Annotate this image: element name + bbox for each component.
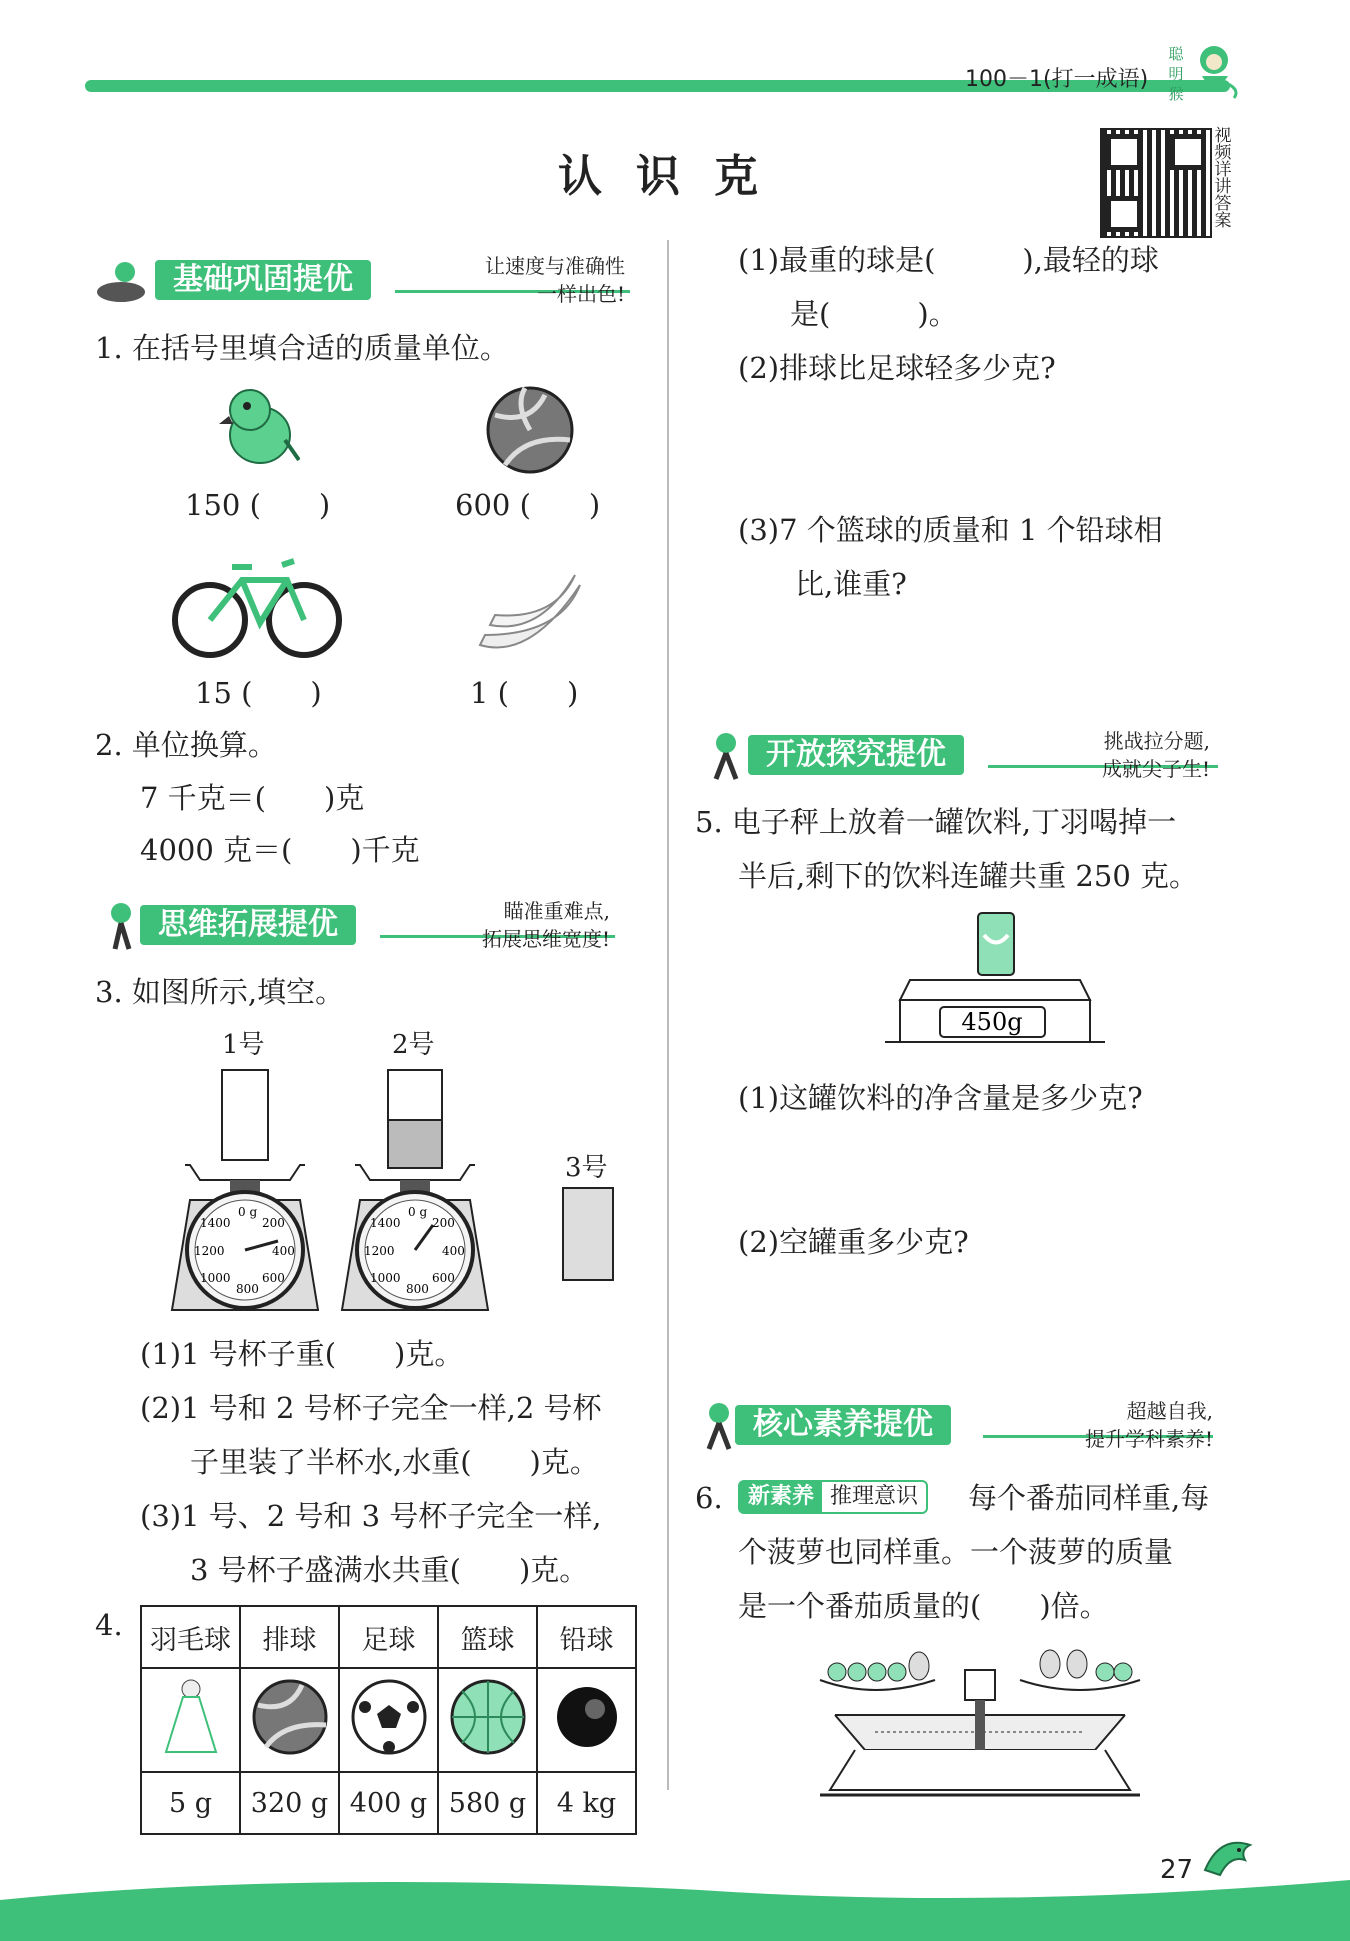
section-slogan: 超越自我, 提升学科素养! bbox=[1084, 1399, 1213, 1451]
bicycle-icon bbox=[172, 555, 342, 660]
q5-part2: (2)空罐重多少克? bbox=[738, 1225, 969, 1259]
table-weight-row bbox=[141, 1772, 636, 1834]
q4-part1a[interactable]: (1)最重的球是( ),最轻的球 bbox=[738, 243, 1159, 277]
q5-part1: (1)这罐饮料的净含量是多少克? bbox=[738, 1081, 1143, 1115]
q5-stem-2: 半后,剩下的饮料连罐共重 250 克。 bbox=[738, 859, 1199, 893]
volleyball-icon bbox=[485, 385, 575, 475]
banana-icon bbox=[470, 565, 595, 660]
column-divider bbox=[667, 240, 669, 1790]
q2-stem: 2. 单位换算。 bbox=[95, 728, 277, 762]
q4-number: 4. bbox=[95, 1608, 123, 1642]
table-cell: 羽毛球 bbox=[141, 1606, 240, 1668]
q6-text-3[interactable]: 是一个番茄质量的( )倍。 bbox=[738, 1589, 1109, 1623]
riddle-text: 100－1(打一成语) bbox=[965, 67, 1149, 92]
dial-label: 800 bbox=[406, 1282, 429, 1296]
bird-icon bbox=[215, 380, 300, 475]
dial-label: 400 bbox=[442, 1244, 465, 1258]
dial-label: 0 g bbox=[408, 1205, 428, 1219]
balance-scale bbox=[815, 1640, 1145, 1805]
table-cell: 篮球 bbox=[438, 1606, 537, 1668]
section-banner-basic bbox=[95, 254, 655, 306]
page-title: 认识克 bbox=[558, 151, 792, 202]
section-slogan: 挑战拉分题, 成就尖子生! bbox=[1101, 729, 1210, 781]
football-icon bbox=[349, 1677, 429, 1757]
q4-part2: (2)排球比足球轻多少克? bbox=[738, 351, 1056, 385]
q6-tag: 新素养 推理意识 bbox=[738, 1480, 928, 1514]
q1-stem: 1. 在括号里填合适的质量单位。 bbox=[95, 331, 509, 365]
table-cell: 320 g bbox=[240, 1772, 339, 1834]
dial-label: 1000 bbox=[200, 1271, 231, 1285]
q3-stem: 3. 如图所示,填空。 bbox=[95, 975, 345, 1009]
table-cell: 580 g bbox=[438, 1772, 537, 1834]
table-cell: 5 g bbox=[141, 1772, 240, 1834]
cup3-label: 3号 bbox=[565, 1153, 608, 1183]
q4-part3b: 比,谁重? bbox=[795, 567, 907, 601]
qr-caption: 视频详讲答案 bbox=[1214, 126, 1232, 231]
section-banner-thinking bbox=[95, 899, 635, 951]
table-cell: 排球 bbox=[240, 1606, 339, 1668]
dial-label: 200 bbox=[432, 1216, 455, 1230]
badminton-icon bbox=[161, 1677, 221, 1757]
cup2-label: 2号 bbox=[392, 1030, 435, 1060]
table-header-row bbox=[141, 1606, 636, 1668]
table-image-row bbox=[141, 1668, 636, 1772]
section-label: 思维拓展提优 bbox=[140, 905, 356, 945]
dial-label: 0 g bbox=[238, 1205, 258, 1219]
q6-text-2: 个菠萝也同样重。一个菠萝的质量 bbox=[738, 1535, 1174, 1569]
q3-part2a: (2)1 号和 2 号杯子完全一样,2 号杯 bbox=[140, 1391, 602, 1425]
dial-label: 800 bbox=[236, 1282, 259, 1296]
footer-wave bbox=[0, 1870, 1350, 1941]
table-cell: 400 g bbox=[339, 1772, 438, 1834]
dial-label: 1400 bbox=[370, 1216, 401, 1230]
scale-1 bbox=[170, 1065, 320, 1315]
cup-3 bbox=[560, 1185, 616, 1283]
section-slogan: 瞄准重难点, 拓展思维宽度! bbox=[481, 899, 610, 951]
q3-part1[interactable]: (1)1 号杯子重( )克。 bbox=[140, 1337, 464, 1371]
shotput-icon bbox=[547, 1677, 627, 1757]
q1-blank-banana[interactable]: 1 ( ) bbox=[470, 676, 579, 710]
section-slogan: 让速度与准确性 一样出色! bbox=[485, 254, 625, 306]
dial-label: 600 bbox=[432, 1271, 455, 1285]
q1-blank-bird[interactable]: 150 ( ) bbox=[185, 488, 331, 522]
q2-line2[interactable]: 4000 克＝( )千克 bbox=[140, 833, 420, 867]
dial-label: 1400 bbox=[200, 1216, 231, 1230]
q1-blank-bicycle[interactable]: 15 ( ) bbox=[195, 676, 322, 710]
section-label: 开放探究提优 bbox=[748, 735, 964, 775]
q4-part3a: (3)7 个篮球的质量和 1 个铅球相 bbox=[738, 513, 1163, 547]
cup1-label: 1号 bbox=[222, 1030, 265, 1060]
table-cell: 足球 bbox=[339, 1606, 438, 1668]
dolphin-icon bbox=[1195, 1830, 1265, 1900]
q5-stem-1: 5. 电子秤上放着一罐饮料,丁羽喝掉一 bbox=[695, 805, 1177, 839]
dial-label: 1000 bbox=[370, 1271, 401, 1285]
q3-part2b[interactable]: 子里装了半杯水,水重( )克。 bbox=[190, 1445, 599, 1479]
section-banner-core bbox=[693, 1399, 1233, 1451]
mascot-icon bbox=[95, 254, 147, 306]
scale-display: 450g bbox=[961, 1008, 1023, 1036]
mascot-icon bbox=[700, 729, 752, 781]
dial-label: 200 bbox=[262, 1216, 285, 1230]
dial-label: 1200 bbox=[364, 1244, 395, 1258]
q4-part1b[interactable]: 是( )。 bbox=[790, 297, 958, 331]
mascot-label: 聪明猴 bbox=[1168, 45, 1184, 103]
ball-weight-table bbox=[140, 1605, 637, 1835]
page-number: 27 bbox=[1160, 1855, 1194, 1885]
q6-number: 6. bbox=[695, 1481, 723, 1515]
dial-label: 400 bbox=[272, 1244, 295, 1258]
scale-2 bbox=[340, 1065, 490, 1315]
basketball-icon bbox=[448, 1677, 528, 1757]
volleyball-icon bbox=[250, 1677, 330, 1757]
electronic-scale bbox=[880, 905, 1110, 1055]
section-banner-explore bbox=[700, 729, 1240, 781]
q1-blank-volleyball[interactable]: 600 ( ) bbox=[455, 488, 601, 522]
dial-label: 1200 bbox=[194, 1244, 225, 1258]
q3-part3a: (3)1 号、2 号和 3 号杯子完全一样, bbox=[140, 1499, 602, 1533]
table-cell: 4 kg bbox=[537, 1772, 636, 1834]
section-label: 基础巩固提优 bbox=[155, 260, 371, 300]
q3-part3b[interactable]: 3 号杯子盛满水共重( )克。 bbox=[190, 1553, 589, 1587]
dial-label: 600 bbox=[262, 1271, 285, 1285]
table-cell: 铅球 bbox=[537, 1606, 636, 1668]
q6-text-1: 每个番茄同样重,每 bbox=[968, 1481, 1210, 1515]
q2-line1[interactable]: 7 千克＝( )克 bbox=[140, 781, 365, 815]
monkey-icon bbox=[1190, 40, 1240, 100]
section-label: 核心素养提优 bbox=[735, 1405, 951, 1445]
